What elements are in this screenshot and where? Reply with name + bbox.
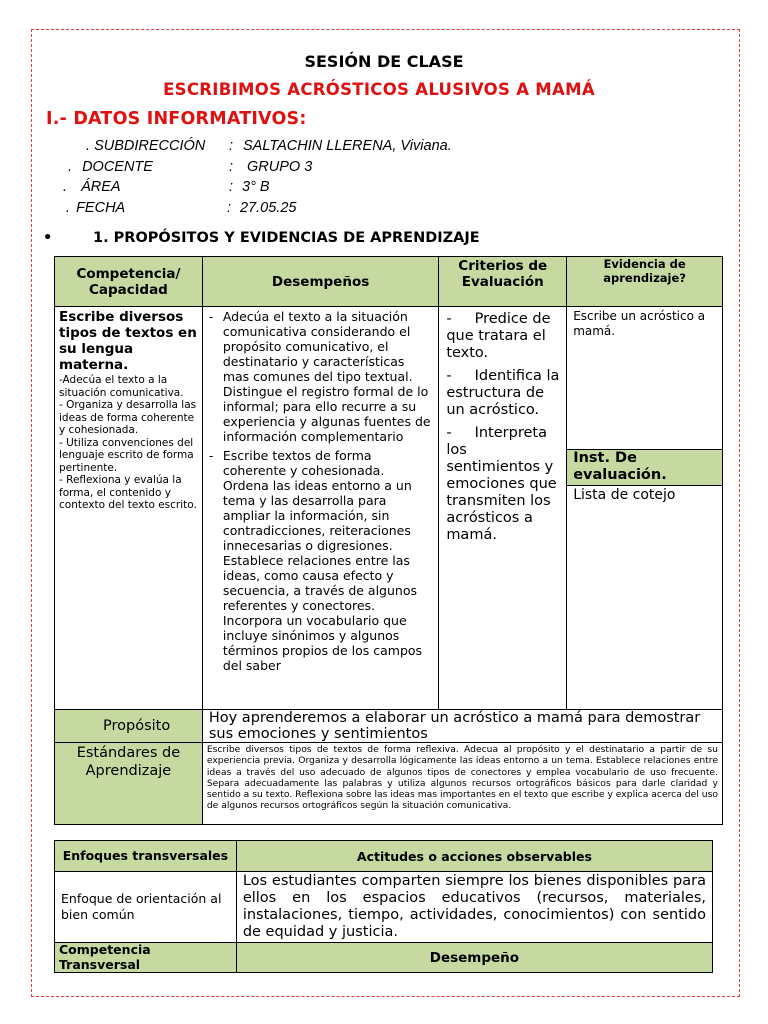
criterio-item: - Interpreta los sentimientos y emociones que transmiten los acrósticos a mamá.	[446, 425, 557, 543]
info-bullet: .	[66, 200, 71, 216]
propositos-table	[54, 256, 723, 825]
info-sep: :	[229, 159, 234, 175]
info-sep: :	[229, 179, 234, 195]
info-sep: :	[229, 138, 234, 154]
info-bullet: .	[68, 159, 73, 175]
session-subtitle: ESCRIBIMOS ACRÓSTICOS ALUSIVOS A MAMÁ	[163, 80, 595, 99]
capacidades-list: -Adecúa el texto a la situación comunicativa. - Organiza y desarrolla las ideas de forma coherente y cohesionada. - Utiliza convenciones del lenguaje escrito de forma pertinente. - Reflexiona y evalúa la forma, el contenido y contexto del texto escrito.	[59, 374, 197, 511]
info-label: ÁREA	[81, 179, 121, 195]
enfoques-table	[54, 840, 713, 973]
info-label: DOCENTE	[82, 159, 153, 175]
info-row-docente	[68, 159, 153, 175]
desempeno-item: - Adecúa el texto a la situación comunicativa considerando el propósito comunicativo, el destinatario y características mas comunes del tipo textual. Distingue el registro formal de lo informal; para ello recurre a su experiencia y algunas fuentes de información complementario	[208, 309, 431, 444]
header-criterios: Criterios de Evaluación	[439, 257, 567, 307]
header-desempenos: Desempeños	[202, 257, 438, 307]
competencia-title: Escribe diversos tipos de textos en su lengua materna.	[59, 309, 197, 373]
info-bullet: .	[63, 179, 68, 195]
info-value: 27.05.25	[240, 200, 297, 216]
info-sep: :	[227, 200, 232, 216]
info-value: SALTACHIN LLERENA, Viviana.	[243, 138, 452, 154]
actitud-cell: Los estudiantes comparten siempre los bienes disponibles para ellos en los espacios educativos (recursos, materiales, instalaciones, tiempo, actividades, conocimientos) con sentido de equidad y justicia.	[236, 872, 712, 943]
competencia-cell	[55, 307, 203, 710]
info-value: GRUPO 3	[247, 159, 313, 175]
criterio-item: - Identifica la estructura de un acróstico.	[446, 368, 560, 418]
desempeno-item: - Escribe textos de forma coherente y cohesionada. Ordena las ideas entorno a un tema y las desarrolla para ampliar la información, sin contradicciones, reiteraciones innecesarias o digresiones. Establece relaciones entre las ideas, como causa efecto y secuencia, a través de algunos referentes y conectores. Incorpora un vocabulario que incluye sinónimos y algunos términos propios de los campos del saber	[208, 448, 423, 673]
criterio-item: - Predice de que tratara el texto.	[446, 311, 551, 361]
header-competencia-transversal: Competencia Transversal	[55, 943, 237, 973]
proposito-value: Hoy aprenderemos a elaborar un acróstico a mamá para demostrar sus emociones y sentimientos	[202, 710, 722, 743]
inst-evaluacion-header: Inst. De evaluación.	[567, 450, 723, 486]
inst-evaluacion-value: Lista de cotejo	[567, 486, 723, 710]
desempenos-list	[203, 309, 438, 673]
info-row-area	[63, 179, 121, 195]
header-actitudes: Actitudes o acciones observables	[236, 841, 712, 872]
criterios-cell	[439, 307, 567, 710]
section-heading-datos: I.- DATOS INFORMATIVOS:	[46, 109, 307, 129]
page-title: SESIÓN DE CLASE	[304, 52, 464, 71]
info-value: 3° B	[242, 179, 270, 195]
desempenos-cell	[202, 307, 438, 710]
info-row-subdireccion	[86, 138, 205, 154]
enfoque-cell: Enfoque de orientación al bien común	[55, 872, 237, 943]
section-label: 1. PROPÓSITOS Y EVIDENCIAS DE APRENDIZAJE	[93, 230, 480, 246]
estandares-value: Escribe diversos tipos de textos de forma reflexiva. Adecua al propósito y el destinatario a partir de su experiencia previa. Organiza y desarrolla lógicamente las ideas entorno a un tema. Establece relaciones entre ideas a través del uso adecuado de algunos tipos de conectores y emplea vocabulario de uso frecuente. Separa adecuadamente las palabras y utiliza algunos recursos ortográficos básicos para darle claridad y sentido a su texto. Reflexiona sobre las ideas mas importantes en el texto que escribe y explica acerca del uso de algunos recursos ortográficos según la situación comunicativa.	[202, 743, 722, 825]
section-propositos	[43, 230, 480, 246]
info-row-fecha	[66, 200, 125, 216]
proposito-label: Propósito	[55, 710, 203, 743]
header-competencia: Competencia/ Capacidad	[55, 257, 203, 307]
info-bullet: .	[86, 138, 91, 154]
info-label: FECHA	[76, 200, 126, 216]
header-desempeno: Desempeño	[236, 943, 712, 973]
estandares-label: Estándares de Aprendizaje	[55, 743, 203, 825]
info-label: SUBDIRECCIÓN	[94, 138, 206, 154]
header-enfoques: Enfoques transversales	[55, 841, 237, 872]
header-evidencia: Evidencia de aprendizaje?	[567, 257, 723, 307]
evidencia-cell: Escribe un acróstico a mamá.	[567, 307, 723, 450]
section-bullet: •	[43, 230, 53, 246]
